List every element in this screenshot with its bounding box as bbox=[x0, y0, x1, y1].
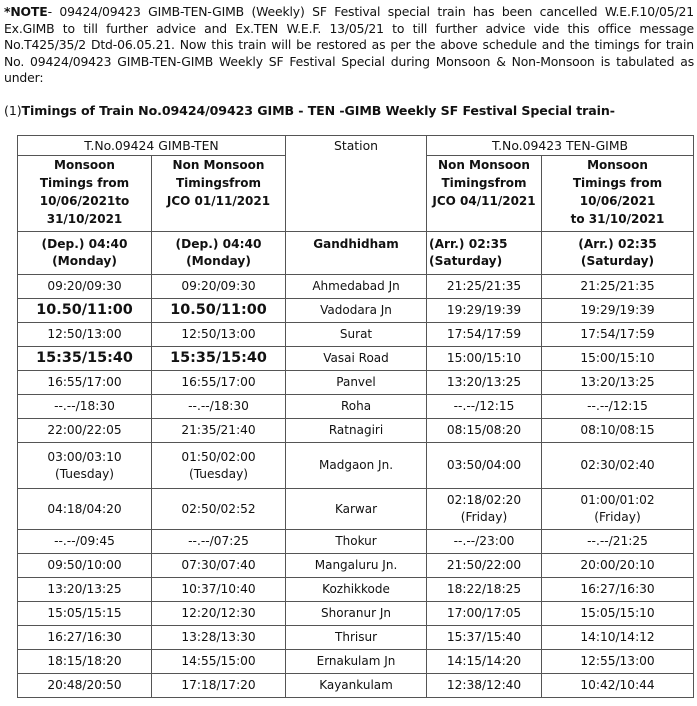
cell-down-non-monsoon: 10.50/11:00 bbox=[152, 299, 286, 323]
table-row bbox=[18, 419, 694, 443]
section-heading bbox=[4, 103, 615, 119]
cell-up-monsoon: 10:42/10:44 bbox=[542, 674, 694, 698]
table-row bbox=[18, 275, 694, 299]
cell-down-non-monsoon: 12:50/13:00 bbox=[152, 323, 286, 347]
cell-down-non-monsoon: 17:18/17:20 bbox=[152, 674, 286, 698]
cell-down-monsoon: 15:35/15:40 bbox=[18, 347, 152, 371]
cell-down-non-monsoon: 16:55/17:00 bbox=[152, 371, 286, 395]
note-text: - 09424/09423 GIMB-TEN-GIMB (Weekly) SF Festival special train has been cancelled W.E.F.10/05/21 Ex.GIMB to till further advice and Ex.TEN W.E.F. 13/05/21 to till further advice vide this office message No.T425/35/2 Dtd-06.05.21. Now this train will be restored as per the above schedule and the timings for train No. 09424/09423 GIMB-TEN-GIMB Weekly SF Festival Special during Monsoon & Non-Monsoon is tabulated as under: bbox=[4, 4, 694, 86]
cell-station: Thokur bbox=[286, 530, 427, 554]
cell-down-monsoon: 09:20/09:30 bbox=[18, 275, 152, 299]
cell-station: Ernakulam Jn bbox=[286, 650, 427, 674]
cell-down-non-monsoon: --.--/18:30 bbox=[152, 395, 286, 419]
cell-station: Gandhidham bbox=[286, 232, 427, 275]
subheader-up-monsoon: Monsoon Timings from 10/06/2021 to 31/10/2021 bbox=[542, 156, 694, 232]
table-row bbox=[18, 371, 694, 395]
cell-up-non-monsoon: 03:50/04:00 bbox=[427, 443, 542, 489]
cell-up-monsoon: --.--/21:25 bbox=[542, 530, 694, 554]
cell-down-monsoon: 13:20/13:25 bbox=[18, 578, 152, 602]
table-row-origin bbox=[18, 232, 694, 275]
table-row bbox=[18, 443, 694, 489]
cell-up-monsoon: 20:00/20:10 bbox=[542, 554, 694, 578]
table-row bbox=[18, 578, 694, 602]
cell-up-non-monsoon: --.--/12:15 bbox=[427, 395, 542, 419]
cell-up-non-monsoon: 21:50/22:00 bbox=[427, 554, 542, 578]
cell-station: Kayankulam bbox=[286, 674, 427, 698]
cell-down-non-monsoon: 21:35/21:40 bbox=[152, 419, 286, 443]
timetable bbox=[17, 135, 694, 698]
subheader-up-non-monsoon: Non Monsoon Timingsfrom JCO 04/11/2021 bbox=[427, 156, 542, 232]
train-09424-header: T.No.09424 GIMB-TEN bbox=[18, 136, 286, 156]
cell-down-monsoon: 16:55/17:00 bbox=[18, 371, 152, 395]
cell-up-non-monsoon: 08:15/08:20 bbox=[427, 419, 542, 443]
table-row bbox=[18, 602, 694, 626]
cell-station: Kozhikkode bbox=[286, 578, 427, 602]
cell-station: Ratnagiri bbox=[286, 419, 427, 443]
station-header: Station bbox=[286, 136, 427, 232]
cell-down-non-monsoon: 14:55/15:00 bbox=[152, 650, 286, 674]
cell-up-non-monsoon: --.--/23:00 bbox=[427, 530, 542, 554]
cell-station: Vasai Road bbox=[286, 347, 427, 371]
subheader-down-non-monsoon: Non Monsoon Timingsfrom JCO 01/11/2021 bbox=[152, 156, 286, 232]
cell-up-non-monsoon: 17:00/17:05 bbox=[427, 602, 542, 626]
cell-down-monsoon: --.--/18:30 bbox=[18, 395, 152, 419]
cell-up-monsoon: 08:10/08:15 bbox=[542, 419, 694, 443]
cell-up-monsoon: 21:25/21:35 bbox=[542, 275, 694, 299]
cell-station: Mangaluru Jn. bbox=[286, 554, 427, 578]
cell-down-non-monsoon: 13:28/13:30 bbox=[152, 626, 286, 650]
cell-up-monsoon: --.--/12:15 bbox=[542, 395, 694, 419]
cell-down-monsoon: 16:27/16:30 bbox=[18, 626, 152, 650]
cell-down-non-monsoon: 09:20/09:30 bbox=[152, 275, 286, 299]
cell-down-monsoon: 03:00/03:10 (Tuesday) bbox=[18, 443, 152, 489]
cell-up-monsoon: 14:10/14:12 bbox=[542, 626, 694, 650]
cell-down-monsoon: 12:50/13:00 bbox=[18, 323, 152, 347]
cell-down-monsoon: 10.50/11:00 bbox=[18, 299, 152, 323]
cell-down-non-monsoon: 15:35/15:40 bbox=[152, 347, 286, 371]
table-row bbox=[18, 674, 694, 698]
train-09423-header: T.No.09423 TEN-GIMB bbox=[427, 136, 694, 156]
cell-up-non-monsoon: 13:20/13:25 bbox=[427, 371, 542, 395]
cell-up-monsoon: 01:00/01:02 (Friday) bbox=[542, 489, 694, 530]
table-row bbox=[18, 299, 694, 323]
cell-down-non-monsoon: 01:50/02:00 (Tuesday) bbox=[152, 443, 286, 489]
cell-up-monsoon: (Arr.) 02:35 (Saturday) bbox=[542, 232, 694, 275]
cell-up-non-monsoon: 15:37/15:40 bbox=[427, 626, 542, 650]
heading-number: (1) bbox=[4, 103, 22, 118]
cell-down-non-monsoon: (Dep.) 04:40 (Monday) bbox=[152, 232, 286, 275]
cell-up-monsoon: 13:20/13:25 bbox=[542, 371, 694, 395]
heading-title: Timings of Train No.09424/09423 GIMB - TEN -GIMB Weekly SF Festival Special train- bbox=[21, 103, 615, 118]
cell-up-monsoon: 12:55/13:00 bbox=[542, 650, 694, 674]
cancellation-note bbox=[4, 4, 694, 87]
table-row bbox=[18, 323, 694, 347]
cell-up-non-monsoon: 12:38/12:40 bbox=[427, 674, 542, 698]
cell-station: Vadodara Jn bbox=[286, 299, 427, 323]
table-row bbox=[18, 554, 694, 578]
cell-up-monsoon: 17:54/17:59 bbox=[542, 323, 694, 347]
cell-station: Panvel bbox=[286, 371, 427, 395]
table-row bbox=[18, 530, 694, 554]
cell-up-monsoon: 16:27/16:30 bbox=[542, 578, 694, 602]
cell-up-non-monsoon: 18:22/18:25 bbox=[427, 578, 542, 602]
cell-station: Thrisur bbox=[286, 626, 427, 650]
cell-down-non-monsoon: 02:50/02:52 bbox=[152, 489, 286, 530]
cell-down-non-monsoon: 12:20/12:30 bbox=[152, 602, 286, 626]
cell-up-non-monsoon: 15:00/15:10 bbox=[427, 347, 542, 371]
cell-up-monsoon: 19:29/19:39 bbox=[542, 299, 694, 323]
table-row bbox=[18, 489, 694, 530]
cell-down-monsoon: 20:48/20:50 bbox=[18, 674, 152, 698]
cell-down-non-monsoon: --.--/07:25 bbox=[152, 530, 286, 554]
cell-up-non-monsoon: 14:15/14:20 bbox=[427, 650, 542, 674]
cell-station: Surat bbox=[286, 323, 427, 347]
cell-up-non-monsoon: (Arr.) 02:35 (Saturday) bbox=[427, 232, 542, 275]
cell-up-monsoon: 02:30/02:40 bbox=[542, 443, 694, 489]
cell-station: Roha bbox=[286, 395, 427, 419]
cell-up-non-monsoon: 21:25/21:35 bbox=[427, 275, 542, 299]
cell-down-monsoon: 22:00/22:05 bbox=[18, 419, 152, 443]
cell-up-non-monsoon: 17:54/17:59 bbox=[427, 323, 542, 347]
cell-up-monsoon: 15:00/15:10 bbox=[542, 347, 694, 371]
subheader-down-monsoon: Monsoon Timings from 10/06/2021to 31/10/2021 bbox=[18, 156, 152, 232]
cell-down-monsoon: 18:15/18:20 bbox=[18, 650, 152, 674]
cell-down-non-monsoon: 10:37/10:40 bbox=[152, 578, 286, 602]
table-row bbox=[18, 347, 694, 371]
note-prefix: *NOTE bbox=[4, 4, 48, 19]
cell-up-monsoon: 15:05/15:10 bbox=[542, 602, 694, 626]
cell-station: Shoranur Jn bbox=[286, 602, 427, 626]
header-row-trains bbox=[18, 136, 694, 156]
cell-up-non-monsoon: 19:29/19:39 bbox=[427, 299, 542, 323]
cell-up-non-monsoon: 02:18/02:20 (Friday) bbox=[427, 489, 542, 530]
table-row bbox=[18, 395, 694, 419]
cell-station: Madgaon Jn. bbox=[286, 443, 427, 489]
cell-down-monsoon: 04:18/04:20 bbox=[18, 489, 152, 530]
table-row bbox=[18, 650, 694, 674]
cell-down-monsoon: 09:50/10:00 bbox=[18, 554, 152, 578]
cell-down-monsoon: (Dep.) 04:40 (Monday) bbox=[18, 232, 152, 275]
cell-station: Karwar bbox=[286, 489, 427, 530]
cell-down-non-monsoon: 07:30/07:40 bbox=[152, 554, 286, 578]
cell-down-monsoon: --.--/09:45 bbox=[18, 530, 152, 554]
cell-down-monsoon: 15:05/15:15 bbox=[18, 602, 152, 626]
table-row bbox=[18, 626, 694, 650]
cell-station: Ahmedabad Jn bbox=[286, 275, 427, 299]
